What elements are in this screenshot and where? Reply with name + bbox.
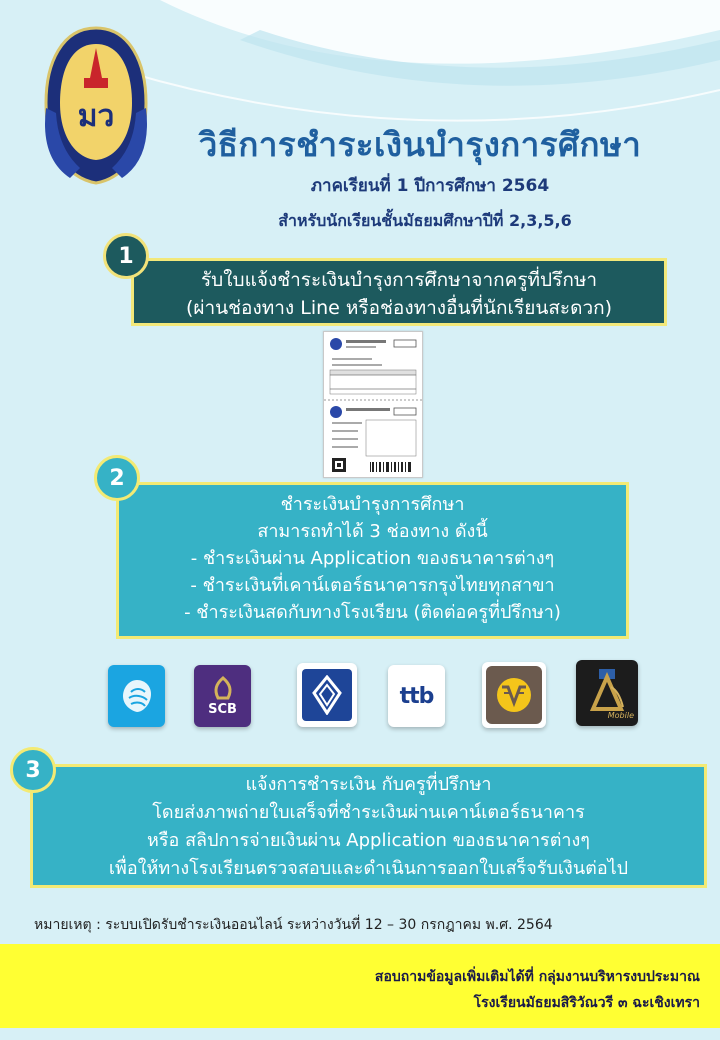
step-3-box [30, 764, 707, 888]
step-2-line-3: - ชำระเงินผ่าน Application ของธนาคารต่างๆ [190, 548, 555, 569]
step-3-line-4: เพื่อให้ทางโรงเรียนตรวจสอบและดำเนินการออกใบเสร็จรับเงินต่อไป [108, 858, 629, 879]
semester-subtitle: ภาคเรียนที่ 1 ปีการศึกษา 2564 [310, 176, 550, 196]
payment-slip-image [323, 331, 423, 478]
krungsri-icon [482, 662, 546, 728]
step-3-number: 3 [10, 747, 56, 793]
step-1-line-2: (ผ่านช่องทาง Line หรือช่องทางอื่นที่นักเรียนสะดวก) [185, 297, 613, 319]
step-2-line-1: ชำระเงินบำรุงการศึกษา [280, 494, 465, 515]
baac-icon [576, 660, 638, 726]
step-3-line-1: แจ้งการชำระเงิน กับครูที่ปรึกษา [245, 774, 492, 795]
step-2-line-5: - ชำระเงินสดกับทางโรงเรียน (ติดต่อครูที่ปรึกษา) [184, 602, 561, 623]
step-2-box [116, 482, 629, 639]
footer-banner [0, 944, 720, 1028]
step-1-line-1: รับใบแจ้งชำระเงินบำรุงการศึกษาจากครูที่ปรึกษา [200, 269, 598, 291]
ttb-icon [388, 665, 445, 727]
step-2-line-4: - ชำระเงินที่เคาน์เตอร์ธนาคารกรุงไทยทุกสาขา [190, 575, 555, 596]
step-1-number: 1 [103, 233, 149, 279]
krungthai-icon [108, 665, 165, 727]
bangkok-bank-icon [297, 663, 357, 727]
footer-contact-line: สอบถามข้อมูลเพิ่มเติมได้ที่ กลุ่มงานบริหารงบประมาณ [374, 969, 700, 985]
step-2-line-2: สามารถทำได้ 3 ช่องทาง ดังนี้ [257, 521, 488, 542]
footer-school-line: โรงเรียนมัธยมสิริวัณวรี ๓ ฉะเชิงเทรา [473, 995, 700, 1011]
scb-icon [194, 665, 251, 727]
note-text: หมายเหตุ : ระบบเปิดรับชำระเงินออนไลน์ ระหว่างวันที่ 12 – 30 กรกฎาคม พ.ศ. 2564 [34, 917, 553, 933]
svg-text:มว: มว [77, 99, 115, 134]
school-logo [40, 18, 152, 188]
grade-subtitle: สำหรับนักเรียนชั้นมัธยมศึกษาปีที่ 2,3,5,6 [278, 211, 572, 230]
scb-label: SCB [208, 701, 237, 717]
page-title: วิธีการชำระเงินบำรุงการศึกษา [198, 125, 642, 164]
step-2-number: 2 [94, 455, 140, 501]
step-3-line-3: หรือ สลิปการจ่ายเงินผ่าน Application ของธนาคารต่างๆ [147, 830, 590, 851]
baac-label: Mobile [607, 710, 634, 720]
ttb-label: ttb [399, 683, 434, 709]
step-1-box [131, 258, 667, 326]
step-3-line-2: โดยส่งภาพถ่ายใบเสร็จที่ชำระเงินผ่านเคาน์เตอร์ธนาคาร [152, 802, 585, 823]
